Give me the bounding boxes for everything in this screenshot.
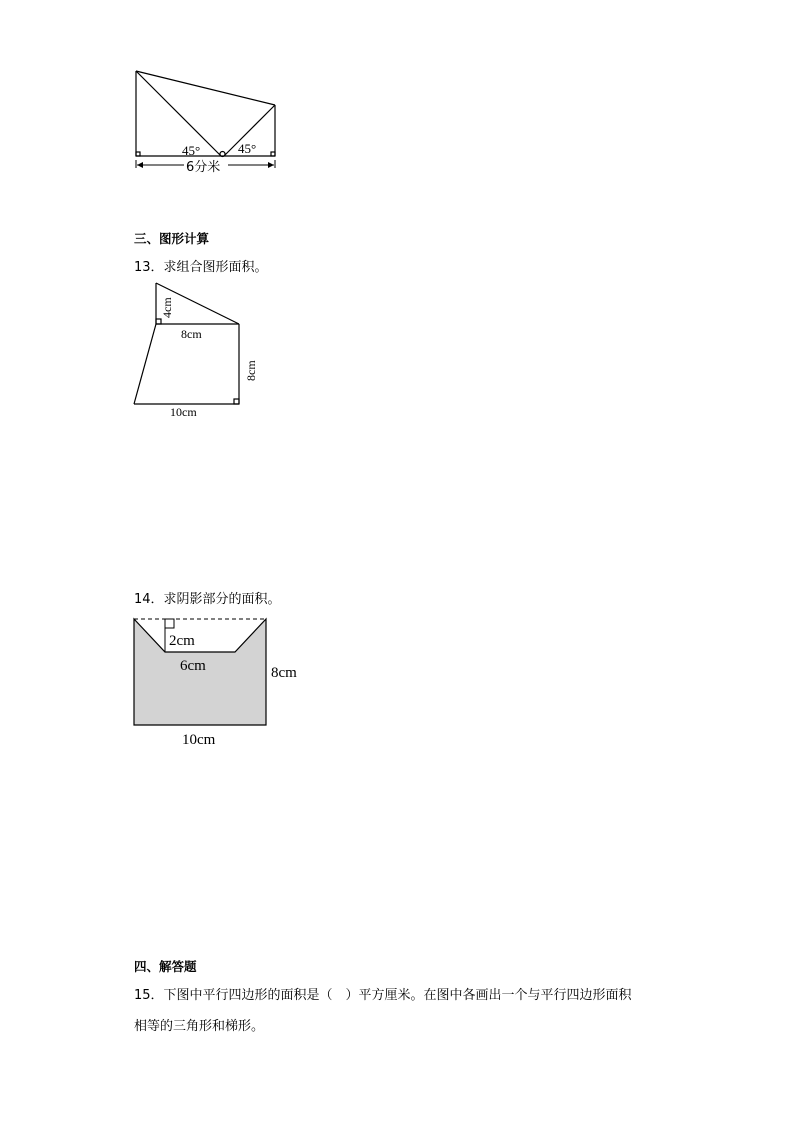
question-13-text: 13．求组合图形面积。	[134, 260, 268, 275]
figure-12-diagram	[120, 60, 300, 180]
fig13-right-angle-top	[156, 319, 161, 324]
fig14-label-height: 8cm	[271, 665, 297, 681]
section-3-title: 三、图形计算	[134, 231, 210, 246]
fig13-label-top: 8cm	[181, 327, 202, 341]
fig12-base-label: 6分米	[186, 160, 221, 175]
fig12-angle-left: 45°	[182, 143, 201, 158]
fig12-diag-left	[136, 71, 221, 156]
fig13-label-tri-height: 4cm	[160, 297, 174, 318]
question-14-text: 14．求阴影部分的面积。	[134, 592, 281, 607]
figure-13-diagram	[125, 278, 275, 423]
figure-14-diagram	[125, 612, 315, 752]
fig12-top-slant	[136, 71, 275, 105]
question-15-line-2: 相等的三角形和梯形。	[134, 1019, 265, 1034]
fig13-left-slant	[134, 324, 156, 404]
fig14-label-bottom: 10cm	[182, 732, 216, 748]
fig14-right-angle	[165, 619, 174, 628]
fig12-right-angle-left	[136, 152, 140, 156]
fig14-label-notch-bottom: 6cm	[180, 658, 206, 674]
fig13-right-angle-bottom	[234, 399, 239, 404]
fig13-label-right: 8cm	[244, 360, 258, 381]
fig13-label-bottom: 10cm	[170, 405, 197, 419]
fig12-angle-right: 45°	[238, 141, 257, 156]
fig14-label-notch-depth: 2cm	[169, 633, 195, 649]
section-4-title: 四、解答题	[134, 959, 197, 974]
question-15-line-1: 15．下图中平行四边形的面积是（ ）平方厘米。在图中各画出一个与平行四边形面积	[134, 988, 632, 1003]
